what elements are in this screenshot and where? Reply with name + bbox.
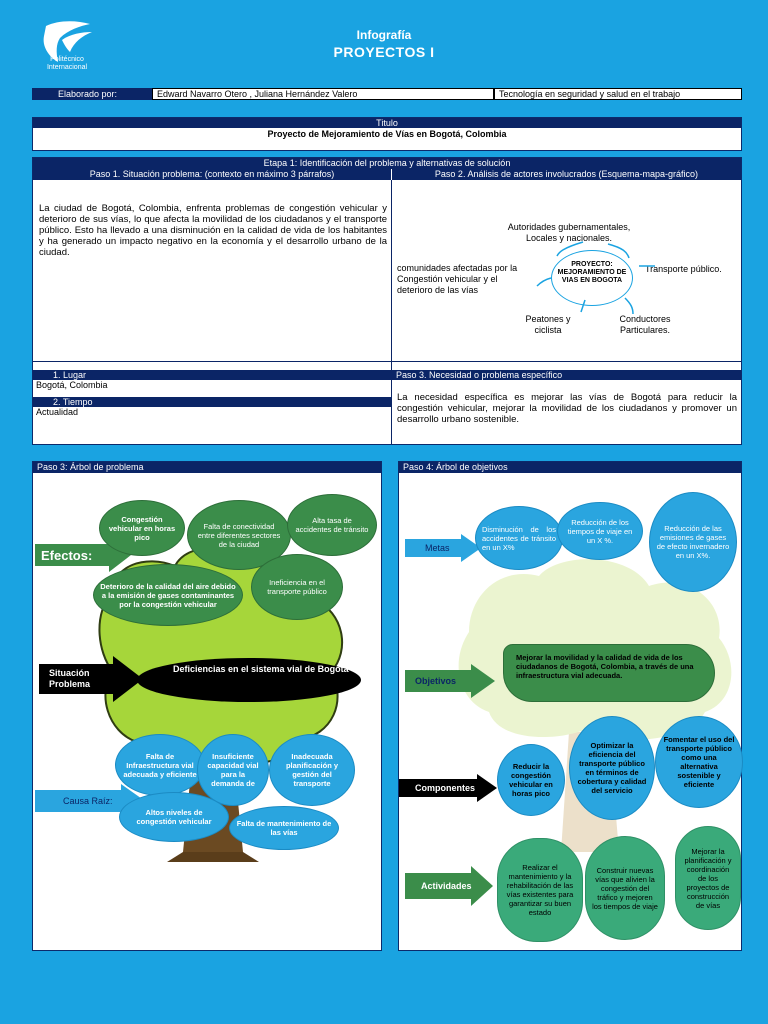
stage-label: Etapa 1: Identificación del problema y alternativas de solución	[33, 158, 741, 169]
situation-label: Situación Problema	[49, 668, 91, 689]
actor-drivers: Conductores Particulares.	[619, 314, 671, 335]
step1-text: La ciudad de Bogotá, Colombia, enfrenta problemas de congestión vehicular y deterioro de sus vías, lo que afecta la movilidad de los ciudadanos y el transporte público. Esto ha llevado a una disminución en la calidad de vida de los habitantes y ha generado un impacto negativo en la economía y el desarrollo urbano de la ciudad.	[39, 203, 387, 258]
goal-accidents: Disminución de los accidentes de tránsito en un X%	[475, 506, 563, 570]
time-label: 2. Tiempo	[33, 397, 391, 407]
step2-label: Paso 2. Análisis de actores involucrados (Esquema-mapa-gráfico)	[392, 169, 741, 180]
activities-arrow	[405, 866, 493, 906]
effect-connectivity: Falta de conectividad entre diferentes sectores de la ciudad	[187, 500, 291, 570]
objective-main: Mejorar la movilidad y la calidad de vida de los ciudadanos de Bogotá, Colombia, a través de una infraestructura vial adecuada.	[503, 644, 715, 702]
component-congestion: Reducir la congestión vehicular en horas pico	[497, 744, 565, 816]
components-arrow	[399, 774, 497, 802]
time-value: Actualidad	[36, 407, 79, 417]
goal-travel-time: Reducción de los tiempos de viaje en un X %.	[557, 502, 643, 560]
problem-tree-panel	[32, 461, 382, 951]
component-public-transport: Fomentar el uso del transporte público como una alternativa sostenible y eficiente	[655, 716, 743, 808]
authors-program: Tecnología en seguridad y salud en el trabajo	[494, 88, 742, 100]
authors-names: Edward Navarro Otero , Juliana Hernández Valero	[152, 88, 494, 100]
cause-infrastructure: Falta de Infraestructura vial adecuada y eficiente	[115, 734, 205, 796]
goal-emissions: Reducción de las emisiones de gases de efecto invernadero en un X%.	[649, 492, 737, 592]
step3-label: Paso 3. Necesidad o problema específico	[392, 370, 741, 380]
objectives-label: Objetivos	[415, 676, 457, 686]
problem-tree-label: Paso 3: Árbol de problema	[33, 462, 381, 473]
goals-arrow	[405, 534, 481, 562]
objective-tree-label: Paso 4: Árbol de objetivos	[399, 462, 741, 473]
title-label: Titulo	[33, 118, 741, 128]
activity-maintenance: Realizar el mantenimiento y la rehabilitación de las vías existentes para garantizar su buen estado	[497, 838, 583, 942]
goals-label: Metas	[425, 543, 450, 553]
components-label: Componentes	[415, 783, 476, 793]
actors-center: PROYECTO: MEJORAMIENTO DE VIAS EN BOGOTA	[551, 250, 633, 306]
objective-tree-panel	[398, 461, 742, 951]
title-block	[32, 117, 742, 151]
effect-public-transport: Ineficiencia en el transporte público	[251, 554, 343, 620]
cause-congestion: Altos niveles de congestión vehicular	[119, 792, 229, 842]
cause-planning: Inadecuada planificación y gestión del transporte	[269, 734, 355, 806]
page-subtitle: PROYECTOS I	[333, 44, 435, 60]
actor-transport: Transporte público.	[645, 264, 722, 274]
authors-label: Elaborado por:	[32, 88, 152, 100]
place-label: 1. Lugar	[33, 370, 391, 380]
place-value: Bogotá, Colombia	[36, 380, 108, 390]
causes-label: Causa Raíz:	[63, 796, 113, 806]
step1-label: Paso 1. Situación problema: (contexto en máximo 3 párrafos)	[33, 169, 391, 180]
effects-label: Efectos:	[41, 547, 93, 563]
activity-planning: Mejorar la planificación y coordinación de los proyectos de construcción de vías	[675, 826, 741, 930]
cause-maintenance: Falta de mantenimiento de las vías	[229, 806, 339, 850]
component-efficiency: Optimizar la eficiencia del transporte público en términos de cobertura y calidad del servicio	[569, 716, 655, 820]
objectives-arrow	[405, 664, 495, 698]
effect-air-quality: Deterioro de la calidad del aire debido a la emisión de gases contaminantes por la congestión vehicular	[93, 564, 243, 626]
activities-label: Actividades	[421, 881, 472, 891]
divider	[391, 180, 392, 444]
actor-pedestrians: Peatones y ciclista	[525, 314, 571, 335]
page-title: Infografía	[356, 28, 412, 42]
situation-value: Deficiencias en el sistema vial de Bogotá	[137, 658, 361, 702]
stage-panel	[32, 157, 742, 445]
cause-capacity: Insuficiente capacidad vial para la demanda de	[197, 734, 269, 806]
activity-new-roads: Construir nuevas vías que alivien la congestión del tráfico y mejoren los tiempos de viaje	[585, 836, 665, 940]
actor-authorities: Autoridades gubernamentales, Locales y nacionales.	[507, 222, 631, 243]
effect-congestion: Congestión vehicular en horas pico	[99, 500, 185, 556]
step3-text: La necesidad específica es mejorar las vías de Bogotá para reducir la congestión vehicular, mejorar la movilidad de los ciudadanos y promover un desarrollo urbano sostenible.	[397, 392, 737, 425]
actor-communities: comunidades afectadas por la Congestión vehicular y el deterioro de las vías	[397, 263, 518, 295]
logo-text: Politécnico Internacional	[46, 56, 88, 71]
project-title: Proyecto de Mejoramiento de Vías en Bogotá, Colombia	[267, 129, 507, 139]
situation-arrow	[39, 656, 143, 702]
effect-accidents: Alta tasa de accidentes de tránsito	[287, 494, 377, 556]
